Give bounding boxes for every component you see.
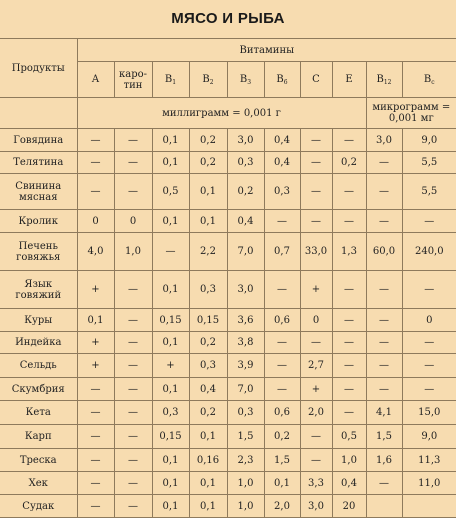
vitamin-value: 3,3 (300, 472, 332, 495)
vitamin-value: + (152, 354, 189, 378)
column-header-label: B (202, 74, 210, 85)
vitamin-value: 0,1 (152, 129, 189, 152)
column-header (332, 62, 366, 98)
unit-microgram: микрограмм = 0,001 мг (366, 98, 456, 129)
vitamin-value: 1,0 (114, 233, 152, 271)
vitamin-value: 20 (332, 495, 366, 518)
table-row (0, 378, 456, 401)
column-header-label: B (164, 74, 173, 85)
product-name: Сельдь (0, 354, 77, 378)
column-header (189, 62, 227, 98)
vitamin-value: — (264, 354, 300, 378)
vitamin-value: 0,6 (264, 401, 300, 425)
vitamin-value: 11,0 (402, 472, 456, 495)
product-name: Хек (0, 472, 77, 495)
table-row (0, 129, 456, 152)
vitamin-value: 3,0 (227, 271, 264, 309)
vitamin-value: 0,7 (264, 233, 300, 271)
vitamin-value: — (300, 449, 332, 472)
table-row (0, 332, 456, 354)
vitamin-value: 0,3 (264, 174, 300, 210)
vitamin-value: — (332, 332, 366, 354)
product-name: Треска (0, 449, 77, 472)
vitamin-value: 2,0 (300, 401, 332, 425)
vitamin-value: — (114, 174, 152, 210)
vitamin-value: 5,5 (402, 174, 456, 210)
vitamin-value: 0,4 (264, 152, 300, 174)
vitamin-value: 0,4 (189, 378, 227, 401)
column-header (77, 62, 114, 98)
vitamin-value: 0,4 (227, 210, 264, 233)
column-header (114, 62, 152, 98)
vitamin-value: 9,0 (402, 129, 456, 152)
vitamin-value: 0,6 (264, 309, 300, 332)
vitamin-value: — (114, 449, 152, 472)
vitamin-value: — (77, 472, 114, 495)
product-name: Говядина (0, 129, 77, 152)
table-row (0, 449, 456, 472)
vitamin-value: 2,3 (227, 449, 264, 472)
vitamin-value (366, 495, 402, 518)
vitamin-value: 0,1 (152, 152, 189, 174)
vitamin-value: 0,15 (189, 309, 227, 332)
product-name: Скумбрия (0, 378, 77, 401)
vitamin-value: + (300, 271, 332, 309)
product-name: Печень говяжья (0, 233, 77, 271)
table-row (0, 271, 456, 309)
vitamin-value: — (402, 378, 456, 401)
vitamin-value: — (332, 271, 366, 309)
vitamin-value: — (402, 354, 456, 378)
vitamin-value: — (366, 152, 402, 174)
vitamin-value: 4,1 (366, 401, 402, 425)
vitamin-value: — (300, 210, 332, 233)
vitamin-value: — (332, 309, 366, 332)
vitamin-value: — (114, 309, 152, 332)
vitamin-value: — (114, 271, 152, 309)
vitamin-value: 0,3 (152, 401, 189, 425)
vitamin-value: 0 (77, 210, 114, 233)
vitamin-value: — (114, 354, 152, 378)
vitamin-value: 2,7 (300, 354, 332, 378)
column-header-label: каро- тин (118, 68, 147, 91)
vitamin-value: — (77, 152, 114, 174)
vitamin-value: + (300, 378, 332, 401)
vitamin-value: 1,5 (366, 425, 402, 449)
vitamin-value: — (332, 129, 366, 152)
vitamin-value: — (366, 309, 402, 332)
vitamin-value: 3,6 (227, 309, 264, 332)
vitamin-value: — (300, 174, 332, 210)
vitamin-value: — (114, 129, 152, 152)
vitamin-value: 0,2 (189, 401, 227, 425)
vitamin-value: 0,1 (264, 472, 300, 495)
column-header-label: B (423, 74, 432, 85)
unit-milligram: миллиграмм = 0,001 г (77, 98, 366, 129)
vitamin-value: — (77, 378, 114, 401)
page-title: МЯСО И РЫБА (171, 10, 285, 27)
column-header-label: B (376, 74, 384, 85)
units-spacer (0, 98, 77, 129)
column-header-subscript: 12 (383, 79, 392, 86)
vitamin-value: 1,5 (264, 449, 300, 472)
vitamin-value: 1,0 (332, 449, 366, 472)
vitamin-value: 0,4 (264, 129, 300, 152)
vitamin-value: 3,0 (366, 129, 402, 152)
vitamin-value: — (366, 472, 402, 495)
vitamin-value: — (332, 210, 366, 233)
column-header-label: B (276, 74, 284, 85)
vitamin-value: 0,1 (189, 472, 227, 495)
vitamin-value: — (366, 332, 402, 354)
vitamin-value: 1,5 (227, 425, 264, 449)
vitamin-value: — (402, 271, 456, 309)
vitamin-value: 240,0 (402, 233, 456, 271)
column-header (366, 62, 402, 98)
product-name: Индейка (0, 332, 77, 354)
vitamin-value: 0,1 (152, 378, 189, 401)
vitamin-value: 0,3 (227, 152, 264, 174)
column-header-label: C (312, 74, 320, 85)
vitamin-value: 5,5 (402, 152, 456, 174)
vitamin-value: 3,8 (227, 332, 264, 354)
vitamin-value: 0,5 (332, 425, 366, 449)
vitamin-value: 1,6 (366, 449, 402, 472)
vitamin-value: 0,1 (189, 174, 227, 210)
column-header-subscript: 3 (247, 79, 252, 86)
vitamin-value: 0 (402, 309, 456, 332)
vitamin-value: — (332, 174, 366, 210)
vitamin-value: 0,1 (189, 425, 227, 449)
vitamin-value: — (77, 174, 114, 210)
vitamin-value: 0,2 (189, 129, 227, 152)
vitamin-value: + (77, 271, 114, 309)
vitamin-value: — (114, 472, 152, 495)
vitamin-value: — (264, 210, 300, 233)
vitamin-value: — (366, 271, 402, 309)
vitamin-value: 0,3 (189, 354, 227, 378)
vitamin-value: 0 (114, 210, 152, 233)
vitamin-value: 0,1 (152, 449, 189, 472)
vitamin-value: 15,0 (402, 401, 456, 425)
vitamin-value: — (77, 401, 114, 425)
column-header-subscript: 6 (283, 79, 288, 86)
vitamin-value: — (264, 332, 300, 354)
vitamin-value: 2,0 (264, 495, 300, 518)
column-header (264, 62, 300, 98)
table-row (0, 233, 456, 271)
product-name: Карп (0, 425, 77, 449)
vitamin-value: 3,0 (300, 495, 332, 518)
column-header (152, 62, 189, 98)
vitamin-value: — (114, 401, 152, 425)
column-header-subscript: c (431, 79, 435, 86)
vitamin-value: 0,2 (264, 425, 300, 449)
vitamin-value: — (152, 233, 189, 271)
column-header-label: E (345, 74, 353, 85)
vitamin-value: — (366, 354, 402, 378)
table-row (0, 401, 456, 425)
vitamin-value: 0,1 (189, 495, 227, 518)
vitamin-value: — (300, 152, 332, 174)
vitamin-value: 33,0 (300, 233, 332, 271)
vitamin-value: 4,0 (77, 233, 114, 271)
vitamin-value: 60,0 (366, 233, 402, 271)
column-header-label: B (239, 74, 248, 85)
vitamin-value: — (402, 332, 456, 354)
table-row (0, 152, 456, 174)
vitamin-value: 0,1 (152, 495, 189, 518)
vitamin-value: 0,3 (189, 271, 227, 309)
vitamin-value: 0,16 (189, 449, 227, 472)
product-name: Кролик (0, 210, 77, 233)
vitamin-value: — (332, 354, 366, 378)
vitamin-value: — (300, 129, 332, 152)
vitamin-value: — (300, 425, 332, 449)
vitamin-value: 0,1 (152, 332, 189, 354)
vitamin-value: — (332, 378, 366, 401)
vitamin-value: — (77, 449, 114, 472)
table-row (0, 309, 456, 332)
vitamin-value: — (114, 425, 152, 449)
vitamin-value: + (77, 332, 114, 354)
vitamin-value (402, 495, 456, 518)
vitamins-table (0, 38, 456, 518)
column-header (402, 62, 456, 98)
vitamin-value: 0,2 (227, 174, 264, 210)
vitamin-value: 1,0 (227, 472, 264, 495)
product-name: Кета (0, 401, 77, 425)
vitamin-value: — (114, 332, 152, 354)
column-header-subscript: 1 (172, 79, 177, 86)
product-name: Свинина мясная (0, 174, 77, 210)
product-name: Язык говяжий (0, 271, 77, 309)
vitamin-value: 0 (300, 309, 332, 332)
vitamin-value: — (366, 174, 402, 210)
vitamin-value: — (366, 210, 402, 233)
vitamin-value: — (366, 378, 402, 401)
vitamin-value: 0,2 (189, 332, 227, 354)
table-row (0, 495, 456, 518)
vitamin-value: 0,1 (189, 210, 227, 233)
vitamin-value: — (77, 425, 114, 449)
vitamin-value: 0,15 (152, 425, 189, 449)
vitamins-group-header: Витамины (77, 39, 456, 62)
vitamin-value: — (402, 210, 456, 233)
column-header (227, 62, 264, 98)
vitamin-value: 0,1 (77, 309, 114, 332)
vitamin-value: — (332, 401, 366, 425)
table-row (0, 472, 456, 495)
product-name: Телятина (0, 152, 77, 174)
vitamin-value: 0,5 (152, 174, 189, 210)
vitamin-value: 0,2 (332, 152, 366, 174)
table-row (0, 210, 456, 233)
column-header-label: A (91, 74, 100, 85)
products-header: Продукты (0, 39, 77, 98)
vitamin-value: — (264, 378, 300, 401)
vitamin-value: — (300, 332, 332, 354)
vitamin-value: 0,4 (332, 472, 366, 495)
vitamin-value: 11,3 (402, 449, 456, 472)
product-name: Куры (0, 309, 77, 332)
table-row (0, 425, 456, 449)
product-name: Судак (0, 495, 77, 518)
vitamin-value: 0,1 (152, 472, 189, 495)
vitamin-value: 9,0 (402, 425, 456, 449)
vitamin-value: — (77, 129, 114, 152)
column-header-subscript: 2 (209, 79, 214, 86)
vitamin-value: 0,1 (152, 271, 189, 309)
vitamin-value: 1,0 (227, 495, 264, 518)
vitamin-value: 0,1 (152, 210, 189, 233)
vitamin-value: — (114, 378, 152, 401)
table-row (0, 354, 456, 378)
vitamin-value: — (114, 495, 152, 518)
vitamin-value: + (77, 354, 114, 378)
vitamin-value: 7,0 (227, 378, 264, 401)
vitamin-value: 7,0 (227, 233, 264, 271)
vitamin-value: — (264, 271, 300, 309)
vitamin-value: 0,15 (152, 309, 189, 332)
vitamin-value: 3,9 (227, 354, 264, 378)
vitamin-value: 3,0 (227, 129, 264, 152)
vitamin-value: 1,3 (332, 233, 366, 271)
vitamin-value: — (77, 495, 114, 518)
vitamin-value: 0,2 (189, 152, 227, 174)
vitamin-value: 0,3 (227, 401, 264, 425)
table-row (0, 174, 456, 210)
vitamin-value: — (114, 152, 152, 174)
column-header (300, 62, 332, 98)
vitamin-value: 2,2 (189, 233, 227, 271)
